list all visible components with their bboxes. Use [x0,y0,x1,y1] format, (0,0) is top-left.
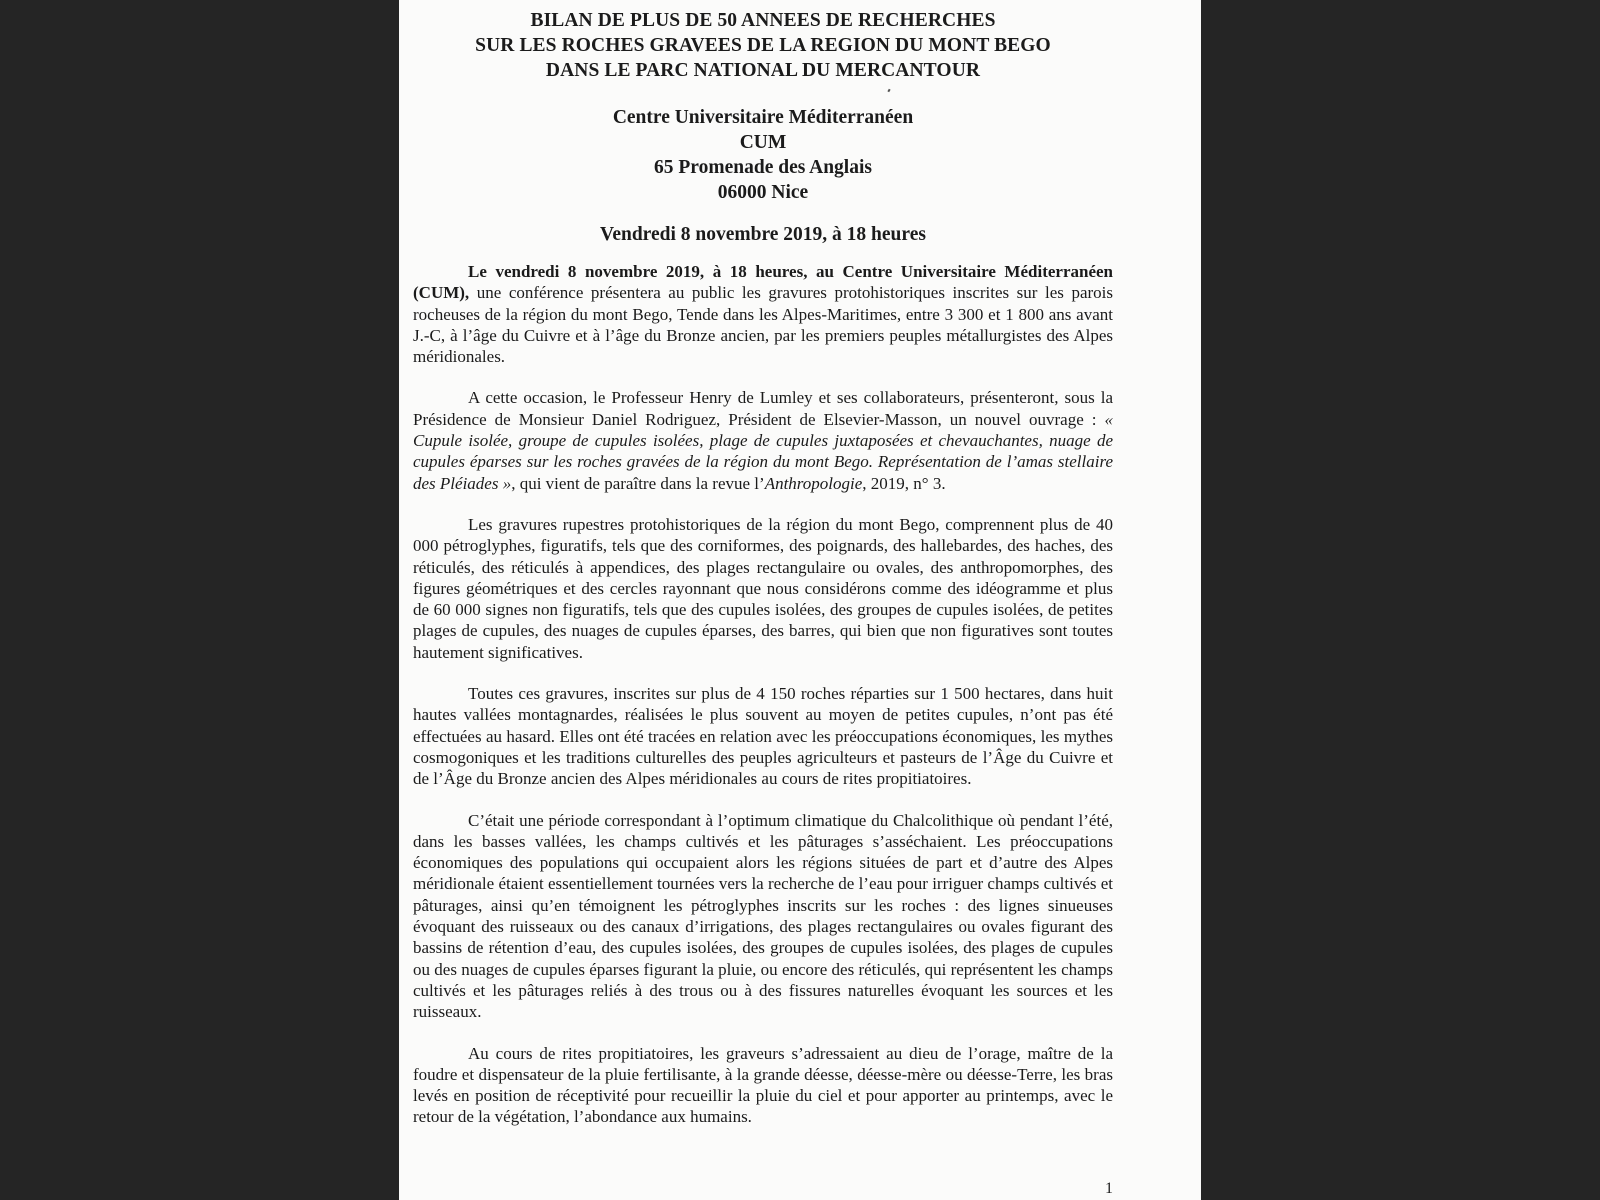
title-line-1: BILAN DE PLUS DE 50 ANNEES DE RECHERCHES [530,10,996,31]
scan-speck [887,89,890,93]
paragraph-2-text-2: , qui vient de paraître dans la revue l’ [511,473,765,493]
paragraph-2-text-3: , 2019, n° 3. [862,473,946,493]
paragraph-3: Les gravures rupestres protohistoriques de la région du mont Bego, comprennent plus de 40 000 pétroglyphes, figuratifs, tels que des corniformes, des poignards, des hallebardes, des haches, des réticulés, des réticulés à appendices, des plages rectangulaire ou ovales, des anthropomorphes, des figures géométriques et des cercles rayonnant que nous considérons comme des idéogramme et plus de 60 000 signes non figuratifs, tels que des cupules isolées, des groupes de cupules isolées, de petites plages de cupules, des nuages de cupules éparses, des barres, qui bien que non figuratives sont toutes hautement significatives. [413,514,1113,662]
document-title [413,8,1113,83]
organization-street: 65 Promenade des Anglais [654,157,872,178]
paragraph-1-text: une conférence présentera au public les gravures protohistoriques inscrites sur les parois rocheuses de la région du mont Bego, Tende dans les Alpes-Maritimes, entre 3 300 et 1 800 ans avant J.-C, à l’âge du Cuivre et à l’âge du Bronze ancien, par les premiers peuples métallurgistes des Alpes méridionales. [413,283,1113,367]
paragraph-1 [413,261,1113,367]
document-page [399,0,1201,1200]
title-line-3: DANS LE PARC NATIONAL DU MERCANTOUR [545,60,981,81]
paragraph-5: C’était une période correspondant à l’optimum climatique du Chalcolithique où pendant l’été, dans les basses vallées, les champs cultivés et les pâturages s’asséchaient. Les préoccupations économiques des populations qui occupaient alors les régions situées de part et d’autre des Alpes méridionale étaient essentiellement tournées vers la recherche de l’eau pour irriguer champs cultivés et pâturages, ainsi qu’en témoignent les pétroglyphes inscrits sur les roches : des lignes sinueuses évoquant des ruisseaux ou des canaux d’irrigations, des plages rectangulaires ou ovales figurant des bassins de rétention d’eau, des cupules isolées, des groupes de cupules isolées, des plages de cupules ou des nuages de cupules éparses figurant la pluie, ou encore des réticulés, qui représentent les champs cultivés et les pâturages reliés à des trous ou à des fissures naturelles évoquant les sources et les ruisseaux. [413,810,1114,1022]
paragraph-2-text-1: A cette occasion, le Professeur Henry de Lumley et ses collaborateurs, présenteront, sous la Présidence de Monsieur Daniel Rodriguez, Président de Elsevier-Masson, un nouvel ouvrage : [413,388,1113,429]
paragraph-6: Au cours de rites propitiatoires, les graveurs s’adressaient au dieu de l’orage, maître de la foudre et dispensateur de la pluie fertilisante, à la grande déesse, déesse-mère ou déesse-Terre, les bras levés en position de réceptivité pour recueillir la pluie du ciel et pour apporter au printemps, avec le retour de la végétation, l’abondance aux humains. [413,1043,1113,1127]
paragraph-1-bold-lead: Le vendredi 8 novembre 2019, à 18 heures, au Centre Universitaire Méditerranéen (CUM), [413,262,1113,303]
organization-name: Centre Universitaire Méditerranéen [612,107,914,128]
paragraph-2-journal-name: Anthropologie [764,473,863,493]
organization-city: 06000 Nice [717,182,809,203]
title-line-2: SUR LES ROCHES GRAVEES DE LA REGION DU MONT BEGO [475,35,1051,56]
page-number: 1 [1105,1180,1113,1197]
organization-acronym: CUM [739,132,787,153]
paragraph-4: Toutes ces gravures, inscrites sur plus de 4 150 roches réparties sur 1 500 hectares, dans huit hautes vallées montagnardes, réalisées le plus souvent au moyen de petites cupules, n’ont pas été effectuées au hasard. Elles ont été tracées en relation avec les préoccupations économiques, les mythes cosmogoniques et les traditions culturelles des peuples agriculteurs et pasteurs de l’Âge du Cuivre et de l’Âge du Bronze ancien des Alpes méridionales au cours de rites propitiatoires. [413,684,1113,789]
event-date-heading: Vendredi 8 novembre 2019, à 18 heures [600,224,926,245]
paragraph-2 [413,387,1113,493]
paragraph-2-book-title: « Cupule isolée, groupe de cupules isolées, plage de cupules juxtaposées et chevauchantes, nuage de cupules éparses sur les roches gravées de la région du mont Bego. Représentation de l’amas stellaire des Pléiades » [413,409,1113,493]
organization-address [413,105,1113,205]
